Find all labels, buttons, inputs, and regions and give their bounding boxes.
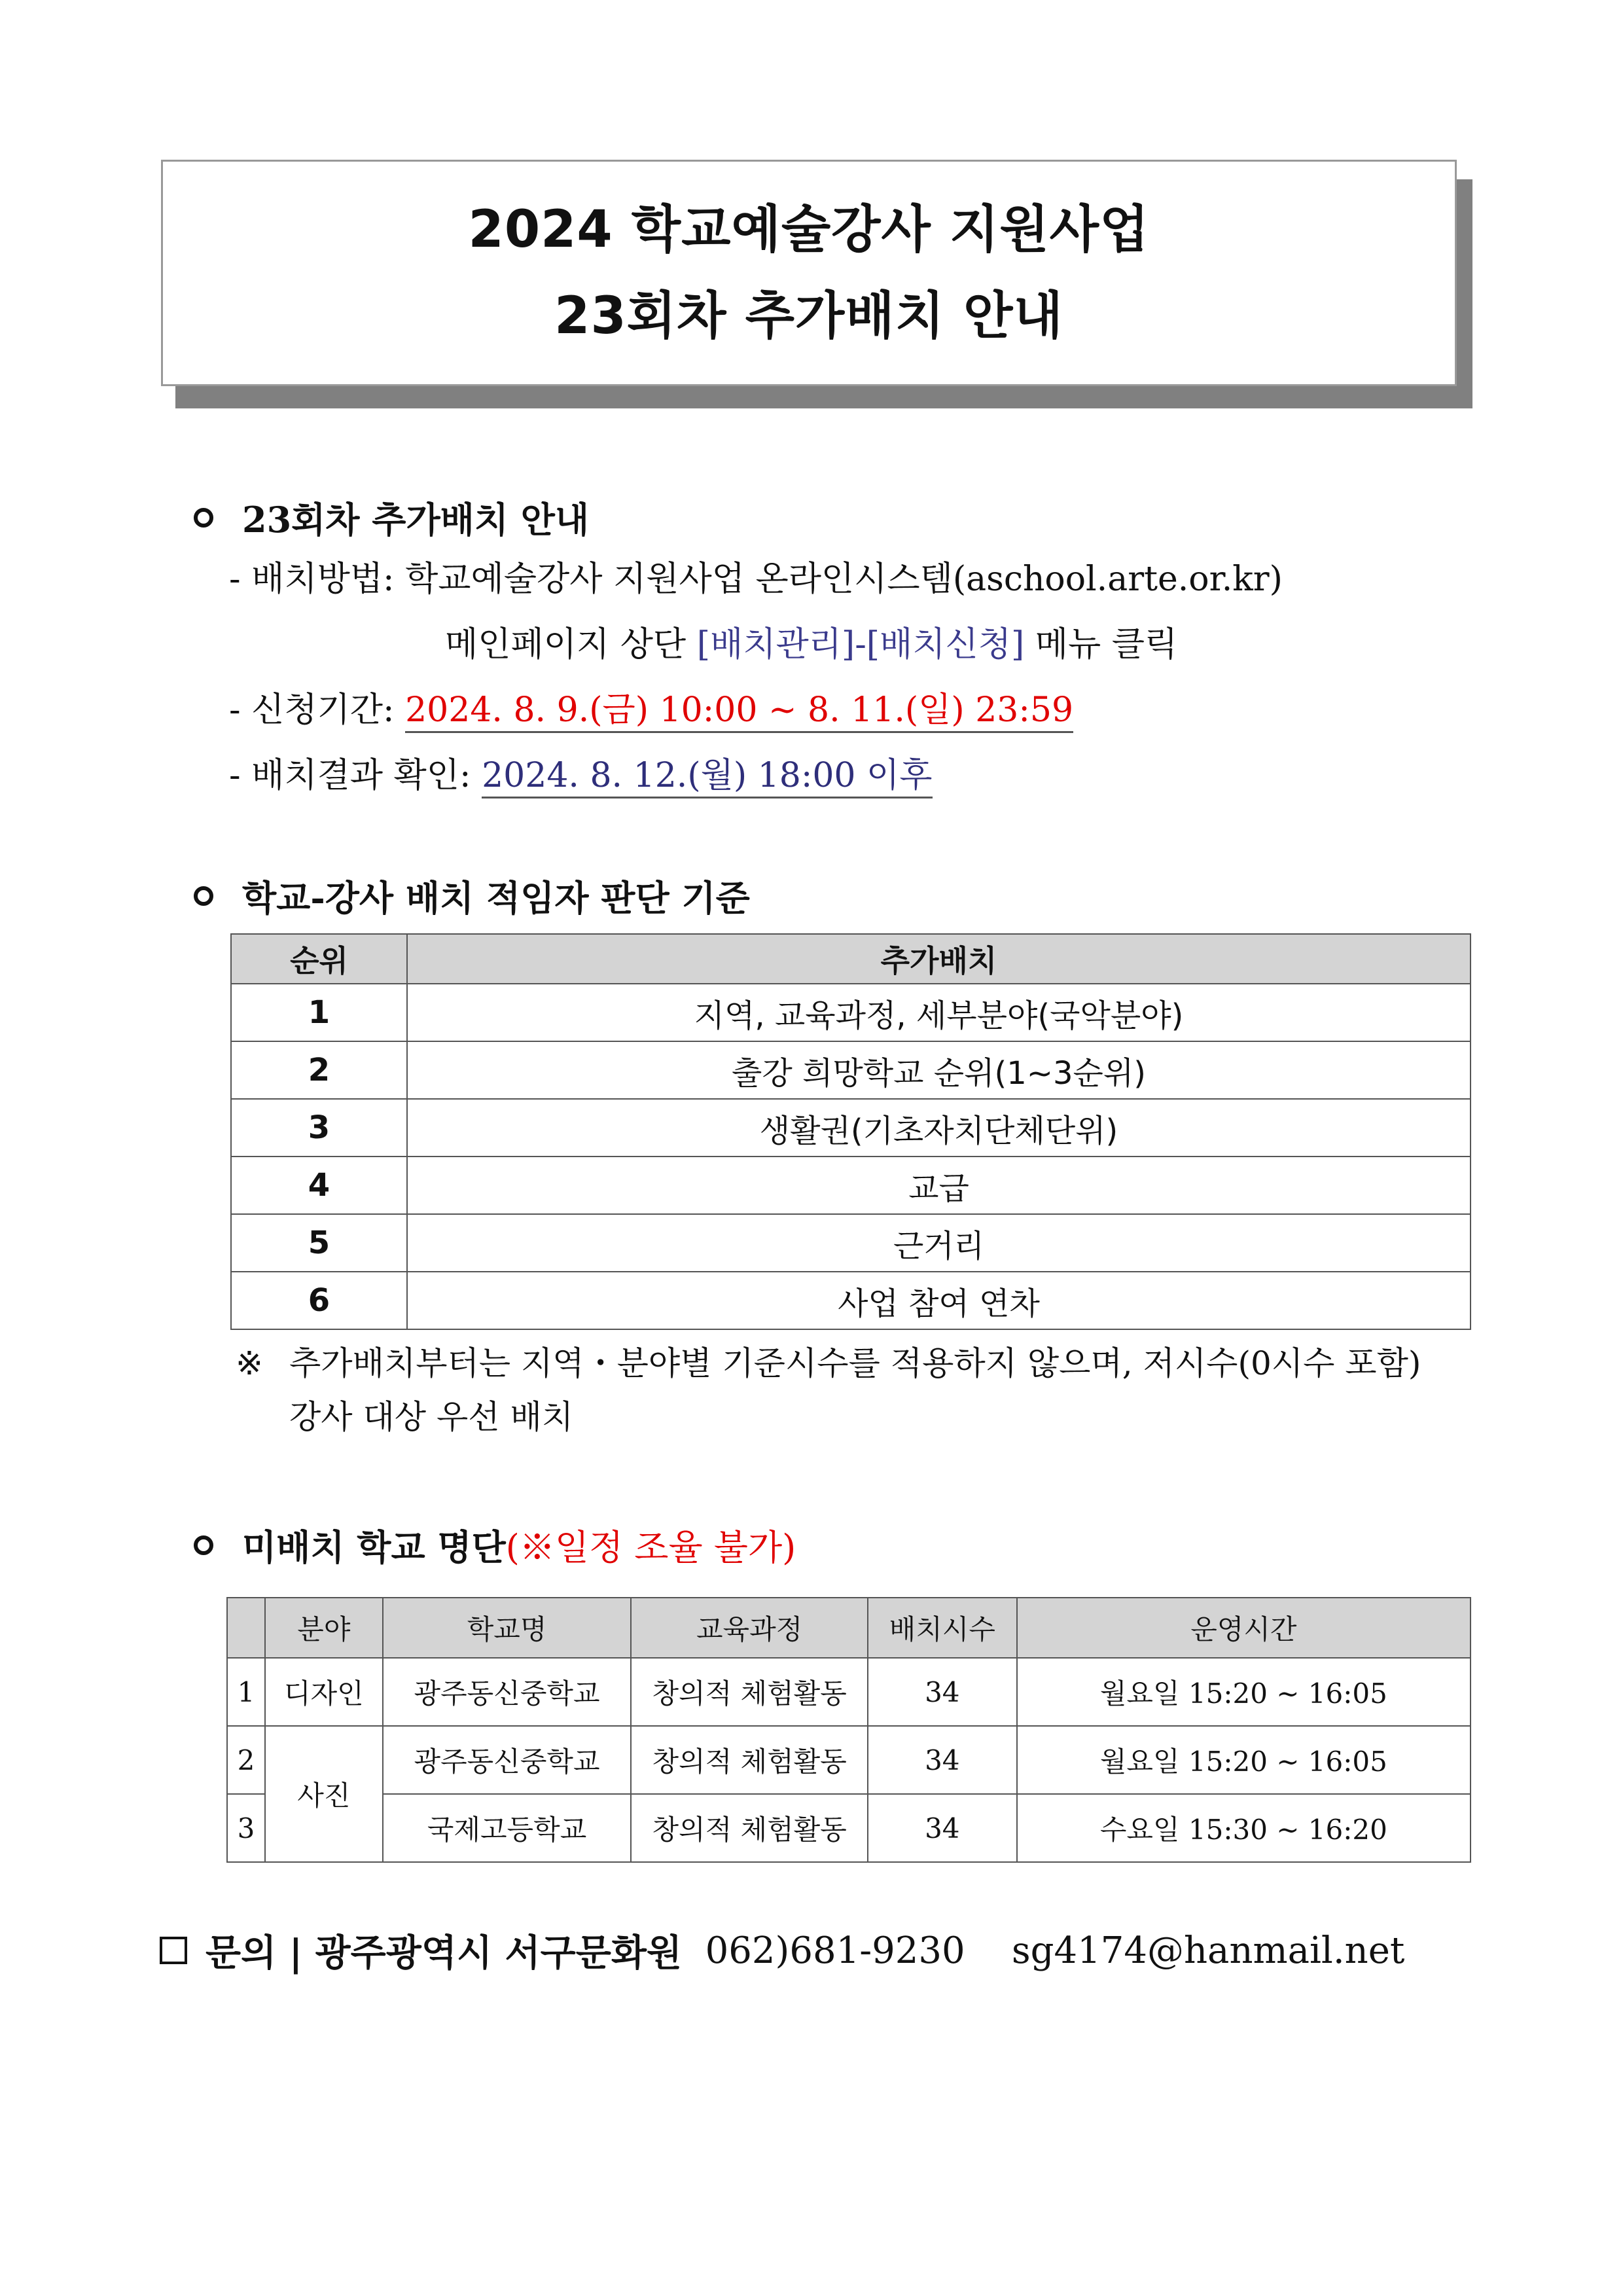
- circle-bullet-icon: [194, 1535, 213, 1555]
- criteria-cell: 근거리: [407, 1214, 1471, 1272]
- period-line: [229, 682, 1073, 731]
- result-label: - 배치결과 확인:: [229, 756, 482, 795]
- table-row: [231, 1041, 1471, 1099]
- method-line2-suffix: 메뉴 클릭: [1024, 625, 1178, 664]
- rank-cell: 6: [231, 1272, 407, 1329]
- contact-phone: 062)681-9230: [705, 1929, 965, 1972]
- title-line-2: 23회차 추가배치 안내: [554, 287, 1063, 346]
- section-heading-text: 학교-강사 배치 적임자 판단 기준: [242, 877, 750, 919]
- table-row: [231, 1099, 1471, 1157]
- section-criteria-heading: [194, 870, 750, 921]
- hours-cell: 34: [868, 1658, 1017, 1726]
- school-cell: 광주동신중학교: [383, 1726, 632, 1794]
- course-cell: 창의적 체험활동: [631, 1658, 868, 1726]
- contact-label: 문의 | 광주광역시 서구문화원: [205, 1931, 683, 1975]
- course-cell: 창의적 체험활동: [631, 1726, 868, 1794]
- time-cell: 월요일 15:20 ~ 16:05: [1017, 1726, 1471, 1794]
- section-placement-heading: [194, 492, 589, 543]
- row-number: 1: [227, 1658, 265, 1726]
- title-box: [161, 160, 1457, 386]
- table-header-row: [231, 934, 1471, 984]
- column-header-criteria: 추가배치: [407, 934, 1471, 984]
- school-cell: 국제고등학교: [383, 1794, 632, 1862]
- section-heading-text: 미배치 학교 명단: [242, 1526, 506, 1568]
- checkbox-square-icon: [160, 1937, 187, 1964]
- criteria-note: [236, 1336, 1421, 1444]
- field-cell: 사진: [265, 1726, 383, 1862]
- criteria-cell: 출강 희망학교 순위(1~3순위): [407, 1041, 1471, 1099]
- circle-bullet-icon: [194, 508, 213, 528]
- criteria-cell: 사업 참여 연차: [407, 1272, 1471, 1329]
- table-row: [231, 1157, 1471, 1214]
- note-line-1: 추가배치부터는 지역・분야별 기준시수를 적용하지 않으며, 저시수(0시수 포함): [289, 1344, 1421, 1382]
- contact-email[interactable]: sg4174@hanmail.net: [1011, 1929, 1405, 1972]
- section-heading-note: (※일정 조율 불가): [505, 1527, 796, 1568]
- table-header-row: [227, 1598, 1471, 1658]
- hours-cell: 34: [868, 1794, 1017, 1862]
- column-header-hours: 배치시수: [868, 1598, 1017, 1658]
- column-header-school: 학교명: [383, 1598, 632, 1658]
- table-row: [231, 984, 1471, 1041]
- rank-cell: 3: [231, 1099, 407, 1157]
- rank-cell: 2: [231, 1041, 407, 1099]
- criteria-cell: 생활권(기초자치단체단위): [407, 1099, 1471, 1157]
- rank-cell: 4: [231, 1157, 407, 1214]
- row-number: 2: [227, 1726, 265, 1794]
- table-row: [227, 1658, 1471, 1726]
- column-header-rank: 순위: [231, 934, 407, 984]
- column-header-course: 교육과정: [631, 1598, 868, 1658]
- criteria-cell: 교급: [407, 1157, 1471, 1214]
- unassigned-school-table: [226, 1597, 1471, 1863]
- school-cell: 광주동신중학교: [383, 1658, 632, 1726]
- table-row: [227, 1794, 1471, 1862]
- criteria-table: [230, 933, 1471, 1330]
- section-unassigned-heading: [194, 1520, 796, 1570]
- method-menu-path: [배치관리]-[배치신청]: [696, 625, 1025, 664]
- row-number: 3: [227, 1794, 265, 1862]
- course-cell: 창의적 체험활동: [631, 1794, 868, 1862]
- column-header-no: [227, 1598, 265, 1658]
- method-line2-prefix: 메인페이지 상단: [445, 625, 697, 664]
- time-cell: 월요일 15:20 ~ 16:05: [1017, 1658, 1471, 1726]
- table-row: [231, 1214, 1471, 1272]
- column-header-time: 운영시간: [1017, 1598, 1471, 1658]
- period-label: - 신청기간:: [229, 691, 406, 730]
- table-row: [231, 1272, 1471, 1329]
- note-line-2: 강사 대상 우선 배치: [289, 1398, 574, 1436]
- rank-cell: 1: [231, 984, 407, 1041]
- method-label: - 배치방법:: [229, 560, 406, 599]
- rank-cell: 5: [231, 1214, 407, 1272]
- result-line: [229, 747, 933, 797]
- contact-line: [160, 1924, 1404, 1977]
- field-cell: 디자인: [265, 1658, 383, 1726]
- result-value: 2024. 8. 12.(월) 18:00 이후: [482, 756, 932, 798]
- table-row: [227, 1726, 1471, 1794]
- period-value: 2024. 8. 9.(금) 10:00 ~ 8. 11.(일) 23:59: [405, 691, 1073, 733]
- method-line-2: [445, 617, 1177, 666]
- time-cell: 수요일 15:30 ~ 16:20: [1017, 1794, 1471, 1862]
- reference-mark: ※: [236, 1344, 263, 1382]
- method-line: [229, 551, 1283, 600]
- method-text: 학교예술강사 지원사업 온라인시스템(aschool.arte.or.kr): [405, 560, 1283, 599]
- column-header-field: 분야: [265, 1598, 383, 1658]
- hours-cell: 34: [868, 1726, 1017, 1794]
- circle-bullet-icon: [194, 886, 213, 906]
- section-heading-text: 23회차 추가배치 안내: [242, 499, 590, 541]
- criteria-cell: 지역, 교육과정, 세부분야(국악분야): [407, 984, 1471, 1041]
- title-line-1: 2024 학교예술강사 지원사업: [468, 200, 1150, 259]
